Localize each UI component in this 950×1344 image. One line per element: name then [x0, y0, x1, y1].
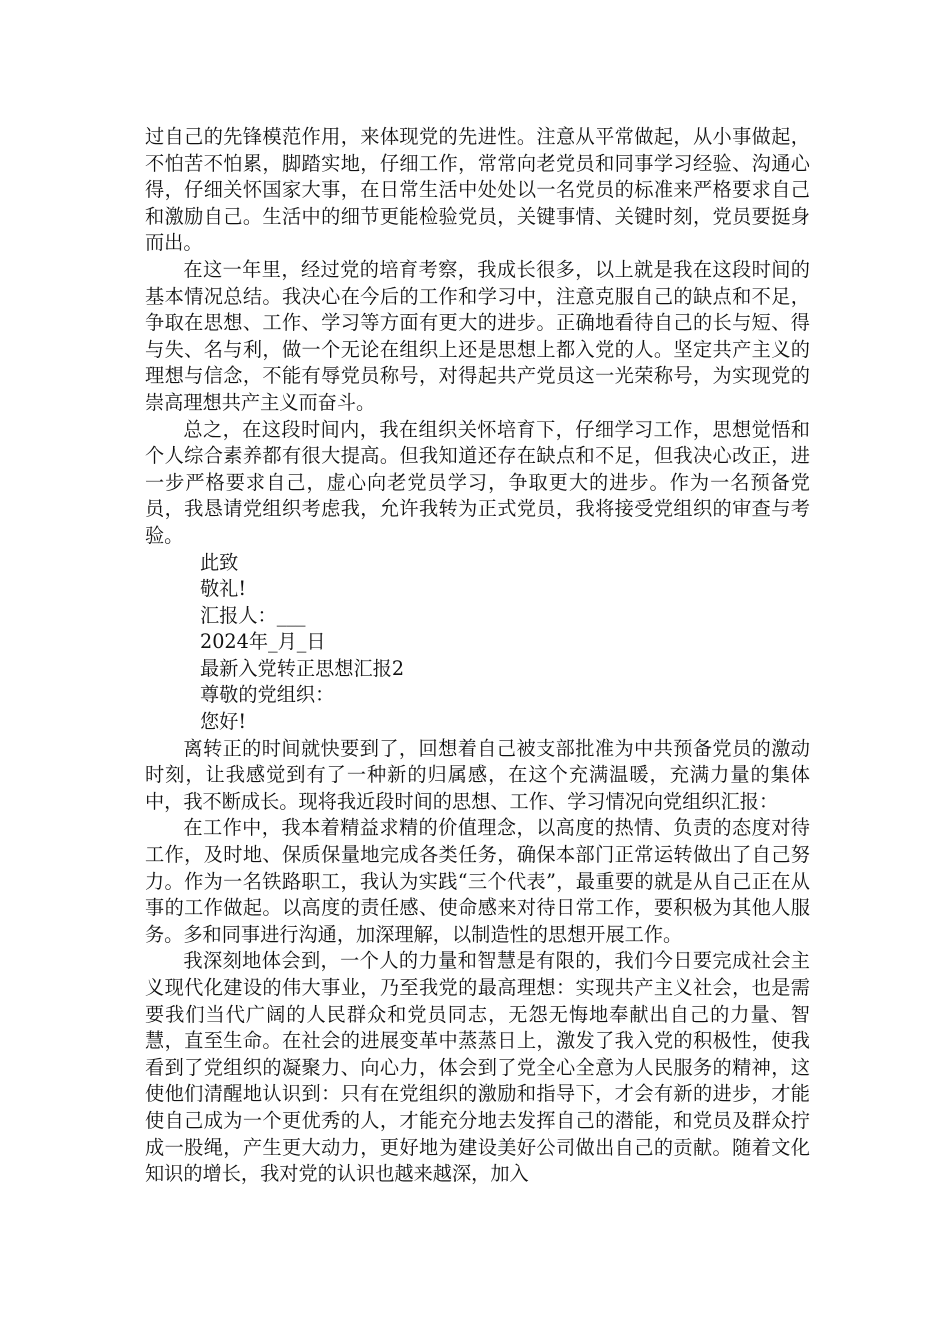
- closing-salute: 敬礼!: [200, 577, 247, 601]
- body-paragraph: 在这一年里，经过党的培育考察，我成长很多，以上就是我在这段时间的基本情况总结。我决心在今后的工作和学习中，注意克服自己的缺点和不足，争取在思想、工作、学习等方面有更大的进步。正确地看待自己的长与短、得与失、名与利，做一个无论在组织上还是思想上都入党的人。坚定共产主义的理想与信念，不能有辱党员称号，对得起共产党员这一光荣称号，为实现党的崇高理想共产主义而奋斗。: [145, 257, 810, 414]
- reporter-line: 汇报人：___: [200, 603, 306, 627]
- body-paragraph: 离转正的时间就快要到了，回想着自己被支部批准为中共预备党员的激动时刻，让我感觉到有了一种新的归属感，在这个充满温暖，充满力量的集体中，我不断成长。现将我近段时间的思想、工作、学习情况向党组织汇报：: [145, 736, 810, 813]
- body-paragraph: 我深刻地体会到，一个人的力量和智慧是有限的，我们今日要完成社会主义现代化建设的伟大事业，乃至我党的最高理想：实现共产主义社会，也是需要我们当代广阔的人民群众和党员同志，无怨无悔地奉献出自己的力量、智慧，直至生命。在社会的进展变革中蒸蒸日上，激发了我入党的积极性，使我看到了党组织的凝聚力、向心力，体会到了党全心全意为人民服务的精神，这使他们清醒地认识到：只有在党组织的激励和指导下，才会有新的进步，才能使自己成为一个更优秀的人，才能充分地去发挥自己的潜能，和党员及群众拧成一股绳，产生更大动力，更好地为建设美好公司做出自己的贡献。随着文化知识的增长，我对党的认识也越来越深，加入: [145, 949, 810, 1186]
- document-page: [145, 124, 810, 1188]
- date-line: 2024年_月_日: [200, 630, 326, 654]
- section-title: 最新入党转正思想汇报2: [200, 656, 405, 680]
- body-paragraph: 过自己的先锋模范作用，来体现党的先进性。注意从平常做起，从小事做起，不怕苦不怕累，脚踏实地，仔细工作，常常向老党员和同事学习经验、沟通心得，仔细关怀国家大事，在日常生活中处处以一名党员的标准来严格要求自己和激励自己。生活中的细节更能检验党员，关键事情、关键时刻，党员要挺身而出。: [145, 125, 810, 255]
- closing-line: 此致: [200, 550, 239, 574]
- greeting-line: 您好!: [200, 710, 247, 734]
- body-paragraph: 总之，在这段时间内，我在组织关怀培育下，仔细学习工作，思想觉悟和个人综合素养都有很大提高。但我知道还存在缺点和不足，但我决心改正，进一步严格要求自己，虚心向老党员学习，争取更大的进步。作为一名预备党员，我恳请党组织考虑我，允许我转为正式党员，我将接受党组织的审查与考验。: [145, 417, 810, 547]
- salutation-line: 尊敬的党组织：: [200, 683, 335, 707]
- body-paragraph: 在工作中，我本着精益求精的价值理念，以高度的热情、负责的态度对待工作，及时地、保质保量地完成各类任务，确保本部门正常运转做出了自己努力。作为一名铁路职工，我认为实践“三个代表”，最重要的就是从自己正在从事的工作做起。以高度的责任感、使命感来对待日常工作，要积极为其他人服务。多和同事进行沟通，加深理解，以制造性的思想开展工作。: [145, 816, 810, 946]
